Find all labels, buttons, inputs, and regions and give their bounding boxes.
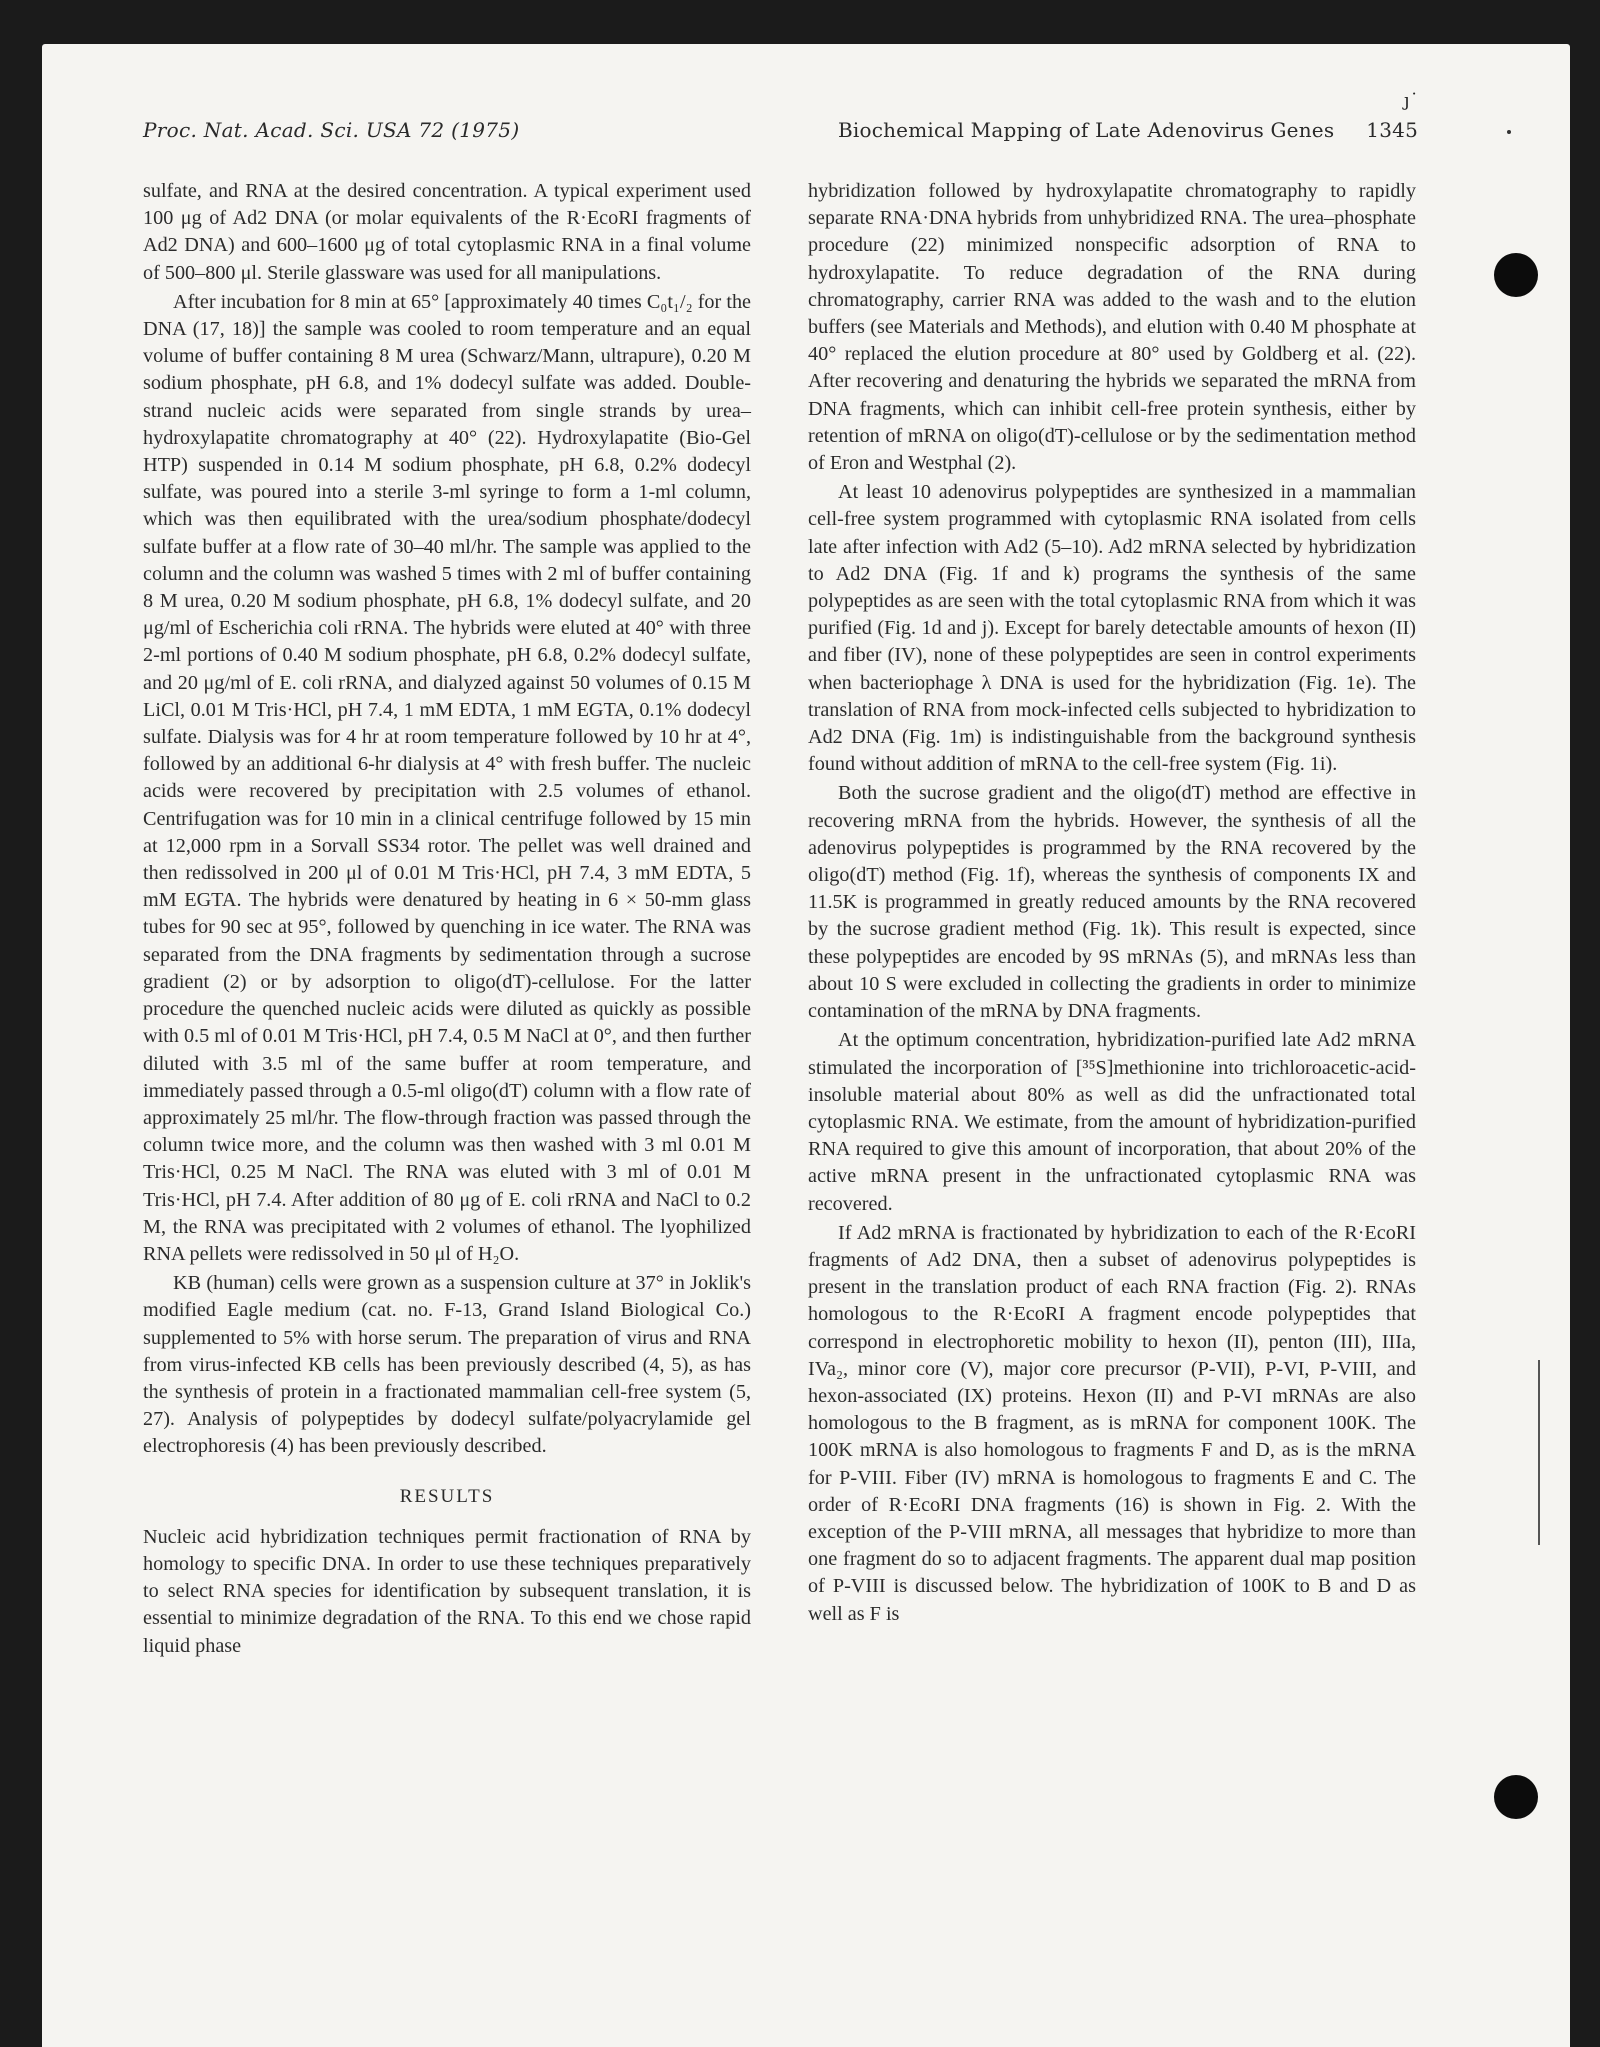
- journal-citation: Proc. Nat. Acad. Sci. USA 72 (1975): [143, 118, 520, 142]
- section-heading: RESULTS: [399, 1485, 495, 1507]
- paragraph: Nucleic acid hybridization techniques permit fractionation of RNA by homology to specific DNA. In order to use these techniques preparatively to select RNA species for identification by subsequent translation, it is essential to minimize degradation of the RNA. To this end we chose rapid liquid phase: [143, 1525, 751, 1657]
- paragraph: Both the sucrose gradient and the oligo(dT) method are effective in recovering mRNA from the hybrids. However, the synthesis of all the adenovirus polypeptides is programmed by the RNA recovered by the oligo(dT) method (Fig. 1f), whereas the synthesis of components IX and 11.5K is programmed in greatly reduced amounts by the RNA recovered by the sucrose gradient method (Fig. 1k). This result is expected, since these polypeptides are encoded by 9S mRNAs (5), and mRNAs less than about 10 S were excluded in collecting the gradients in order to minimize contamination of the mRNA by DNA fragments.: [808, 782, 1416, 1023]
- right-column: [808, 178, 1416, 1628]
- paragraph: After incubation for 8 min at 65° [approximately 40 times C₀t₁/₂ for the DNA (17, 18)] the sample was cooled to room temperature and an equal volume of buffer containing 8 M urea (Schwarz/Mann, ultrapure), 0.20 M sodium phosphate, pH 6.8, and 1% dodecyl sulfate was added. Double-strand nucleic acids were separated from single strands by urea–hydroxylapatite chromatography at 40° (22). Hydroxylapatite (Bio-Gel HTP) suspended in 0.14 M sodium phosphate, pH 6.8, 0.2% dodecyl sulfate, was poured into a sterile 3-ml syringe to form a 1-ml column, which was then equilibrated with the urea/sodium phosphate/dodecyl sulfate buffer at a flow rate of 30–40 ml/hr. The sample was applied to the column and the column was washed 5 times with 2 ml of buffer containing 8 M urea, 0.20 M sodium phosphate, pH 6.8, 1% dodecyl sulfate, and 20 μg/ml of Escherichia coli rRNA. The hybrids were eluted at 40° with three 2-ml portions of 0.40 M sodium phosphate, pH 6.8, 0.2% dodecyl sulfate, and 20 μg/ml of E. coli rRNA, and dialyzed against 50 volumes of 0.15 M LiCl, 0.01 M Tris·HCl, pH 7.4, 1 mM EDTA, 1 mM EGTA, 0.1% dodecyl sulfate. Dialysis was for 4 hr at room temperature followed by 10 hr at 4°, followed by an additional 6-hr dialysis at 4° with fresh buffer. The nucleic acids were recovered by precipitation with 2.5 volumes of ethanol. Centrifugation was for 10 min in a clinical centrifuge followed by 15 min at 12,000 rpm in a Sorvall SS34 rotor. The pellet was well drained and then redissolved in 200 μl of 0.01 M Tris·HCl, pH 7.4, 3 mM EDTA, 5 mM EGTA. The hybrids were denatured by heating in 6 × 50-mm glass tubes for 90 sec at 95°, followed by quenching in ice water. The RNA was separated from the DNA fragments by sedimentation through a sucrose gradient (2) or by adsorption to oligo(dT)-cellulose. For the latter procedure the quenched nucleic acids were diluted as quickly as possible with 0.5 ml of 0.01 M Tris·HCl, pH 7.4, 0.5 M NaCl at 0°, and then further diluted with 3.5 ml of the same buffer at room temperature, and immediately passed through a 0.5-ml oligo(dT) column with a flow rate of approximately 25 ml/hr. The flow-through fraction was passed through the column twice more, and the column was then washed with 3 ml 0.01 M Tris·HCl, 0.25 M NaCl. The RNA was eluted with 3 ml of 0.01 M Tris·HCl, pH 7.4. After addition of 80 μg of E. coli rRNA and NaCl to 0.2 M, the RNA was precipitated with 2 volumes of ethanol. The lyophilized RNA pellets were redissolved in 50 μl of H₂O.: [143, 290, 751, 1265]
- page-number: 1345: [1366, 118, 1418, 142]
- margin-mark: [1507, 130, 1511, 134]
- handwritten-mark: ȷ˙: [1404, 90, 1419, 111]
- left-column: [143, 178, 751, 1660]
- running-title-block: [838, 118, 1418, 142]
- paragraph: At least 10 adenovirus polypeptides are synthesized in a mammalian cell-free system programmed with cytoplasmic RNA isolated from cells late after infection with Ad2 (5–10). Ad2 mRNA selected by hybridization to Ad2 DNA (Fig. 1f and k) programs the synthesis of the same polypeptides as are seen with the total cytoplasmic RNA from which it was purified (Fig. 1d and j). Except for barely detectable amounts of hexon (II) and fiber (IV), none of these polypeptides are seen in control experiments when bacteriophage λ DNA is used for the hybridization (Fig. 1e). The translation of RNA from mock-infected cells subjected to hybridization to Ad2 DNA (Fig. 1m) is indistinguishable from the background synthesis found without addition of mRNA to the cell-free system (Fig. 1i).: [808, 481, 1416, 776]
- paragraph: hybridization followed by hydroxylapatite chromatography to rapidly separate RNA·DNA hybrids from unhybridized RNA. The urea–phosphate procedure (22) minimized nonspecific adsorption of RNA to hydroxylapatite. To reduce degradation of the RNA during chromatography, carrier RNA was added to the wash and to the elution buffers (see Materials and Methods), and elution with 0.40 M phosphate at 40° replaced the elution procedure at 80° used by Goldberg et al. (22). After recovering and denaturing the hybrids we separated the mRNA from DNA fragments, which can inhibit cell-free protein synthesis, either by retention of mRNA on oligo(dT)-cellulose or by the sedimentation method of Eron and Westphal (2).: [808, 180, 1416, 475]
- paragraph: sulfate, and RNA at the desired concentration. A typical experiment used 100 μg of Ad2 DNA (or molar equivalents of the R·EcoRI fragments of Ad2 DNA) and 600–1600 μg of total cytoplasmic RNA in a final volume of 500–800 μl. Sterile glassware was used for all manipulations.: [143, 180, 751, 284]
- margin-rule: [1538, 1360, 1540, 1545]
- binder-hole-bottom: [1494, 1775, 1538, 1819]
- paragraph: At the optimum concentration, hybridization-purified late Ad2 mRNA stimulated the incorporation of [³⁵S]methionine into trichloroacetic-acid-insoluble material about 80% as well as did the unfractionated total cytoplasmic RNA. We estimate, from the amount of hybridization-purified RNA required to give this amount of incorporation, that about 20% of the active mRNA present in the unfractionated cytoplasmic RNA was recovered.: [808, 1029, 1416, 1215]
- paragraph: KB (human) cells were grown as a suspension culture at 37° in Joklik's modified Eagle medium (cat. no. F-13, Grand Island Biological Co.) supplemented to 5% with horse serum. The preparation of virus and RNA from virus-infected KB cells has been previously described (4, 5), as has the synthesis of protein in a fractionated mammalian cell-free system (5, 27). Analysis of polypeptides by dodecyl sulfate/polyacrylamide gel electrophoresis (4) has been previously described.: [143, 1272, 751, 1458]
- running-header: [143, 118, 1418, 148]
- running-title: Biochemical Mapping of Late Adenovirus Genes: [837, 118, 1335, 142]
- binder-hole-top: [1494, 253, 1538, 297]
- paragraph: If Ad2 mRNA is fractionated by hybridization to each of the R·EcoRI fragments of Ad2 DNA, then a subset of adenovirus polypeptides is present in the translation product of each RNA fraction (Fig. 2). RNAs homologous to the R·EcoRI A fragment encode polypeptides that correspond in electrophoretic mobility to hexon (II), penton (III), IIIa, IVa₂, minor core (V), major core precursor (P-VII), P-VI, P-VIII, and hexon-associated (IX) proteins. Hexon (II) and P-VI mRNAs are also homologous to the B fragment, as is mRNA for component 100K. The 100K mRNA is also homologous to fragments F and D, as is the mRNA for P-VIII. Fiber (IV) mRNA is homologous to fragments E and C. The order of R·EcoRI DNA fragments (16) is shown in Fig. 2. With the exception of the P-VIII mRNA, all messages that hybridize to more than one fragment do so to adjacent fragments. The apparent dual map position of P-VIII is discussed below. The hybridization of 100K to B and D as well as F is: [808, 1221, 1416, 1625]
